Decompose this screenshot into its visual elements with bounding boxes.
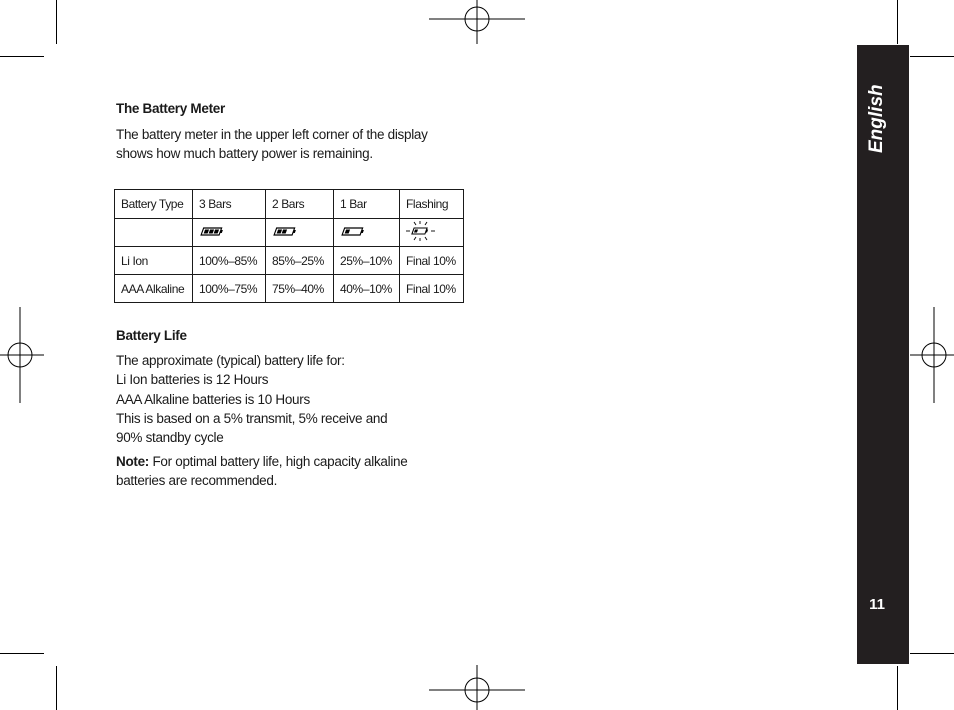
battery-life-line: This is based on a 5% transmit, 5% receive and	[116, 410, 388, 426]
battery-meter-heading: The Battery Meter	[116, 101, 225, 116]
table-cell: Final 10%	[400, 275, 464, 303]
battery-life-heading: Battery Life	[116, 328, 187, 343]
table-icon-cell	[334, 219, 400, 247]
registration-mark-left	[0, 307, 44, 403]
battery-level-table	[114, 189, 464, 303]
table-cell: 40%–10%	[334, 275, 400, 303]
battery-life-line: AAA Alkaline batteries is 10 Hours	[116, 391, 310, 407]
crop-mark-top-right-horizontal	[910, 56, 954, 57]
battery-note-line	[116, 452, 407, 471]
table-header-cell: 2 Bars	[266, 190, 334, 219]
table-header-cell: Battery Type	[115, 190, 193, 219]
registration-mark-top	[429, 0, 525, 44]
table-cell: Li Ion	[115, 247, 193, 275]
table-cell: 75%–40%	[266, 275, 334, 303]
battery-note	[116, 452, 407, 491]
crop-mark-top-left-vertical	[56, 0, 57, 44]
battery-meter-description-line: The battery meter in the upper left corner of the display	[116, 127, 428, 142]
table-icon-row	[115, 219, 464, 247]
battery-meter-description-line: shows how much battery power is remaining.	[116, 146, 373, 162]
battery-note-line: batteries are recommended.	[116, 473, 278, 489]
battery-life-line: 90% standby cycle	[116, 430, 224, 446]
table-cell: Final 10%	[400, 247, 464, 275]
battery-life-line: Li Ion batteries is 12 Hours	[116, 372, 269, 388]
page-number: 11	[869, 596, 885, 613]
table-header-cell: Flashing	[400, 190, 464, 219]
note-label: Note:	[116, 454, 149, 469]
crop-mark-bottom-right-horizontal	[910, 653, 954, 654]
language-label: English	[866, 84, 887, 153]
battery-life-line: The approximate (typical) battery life for:	[116, 353, 345, 368]
table-header-cell: 3 Bars	[193, 190, 266, 219]
battery-1-bar-icon	[340, 227, 366, 237]
battery-flashing-icon	[406, 220, 436, 242]
crop-mark-bottom-right-vertical	[897, 666, 898, 710]
registration-mark-right	[910, 307, 954, 403]
note-text: For optimal battery life, high capacity alkaline	[149, 454, 408, 469]
registration-mark-bottom	[429, 665, 525, 710]
table-icon-cell	[400, 219, 464, 247]
crop-mark-bottom-left-vertical	[56, 666, 57, 710]
battery-2-bars-icon	[272, 227, 298, 237]
crop-mark-top-right-vertical	[897, 0, 898, 44]
table-icon-cell	[266, 219, 334, 247]
table-row	[115, 247, 464, 275]
table-cell: 85%–25%	[266, 247, 334, 275]
table-empty-cell	[115, 219, 193, 247]
table-cell: 100%–75%	[193, 275, 266, 303]
battery-life-text	[116, 351, 387, 447]
table-cell: 25%–10%	[334, 247, 400, 275]
table-cell: AAA Alkaline	[115, 275, 193, 303]
table-header-row	[115, 190, 464, 219]
table-header-cell: 1 Bar	[334, 190, 400, 219]
crop-mark-top-left-horizontal	[0, 56, 44, 57]
crop-mark-bottom-left-horizontal	[0, 653, 44, 654]
table-row	[115, 275, 464, 303]
battery-3-bars-icon	[199, 227, 225, 237]
table-cell: 100%–85%	[193, 247, 266, 275]
table-icon-cell	[193, 219, 266, 247]
battery-meter-description	[116, 125, 428, 164]
